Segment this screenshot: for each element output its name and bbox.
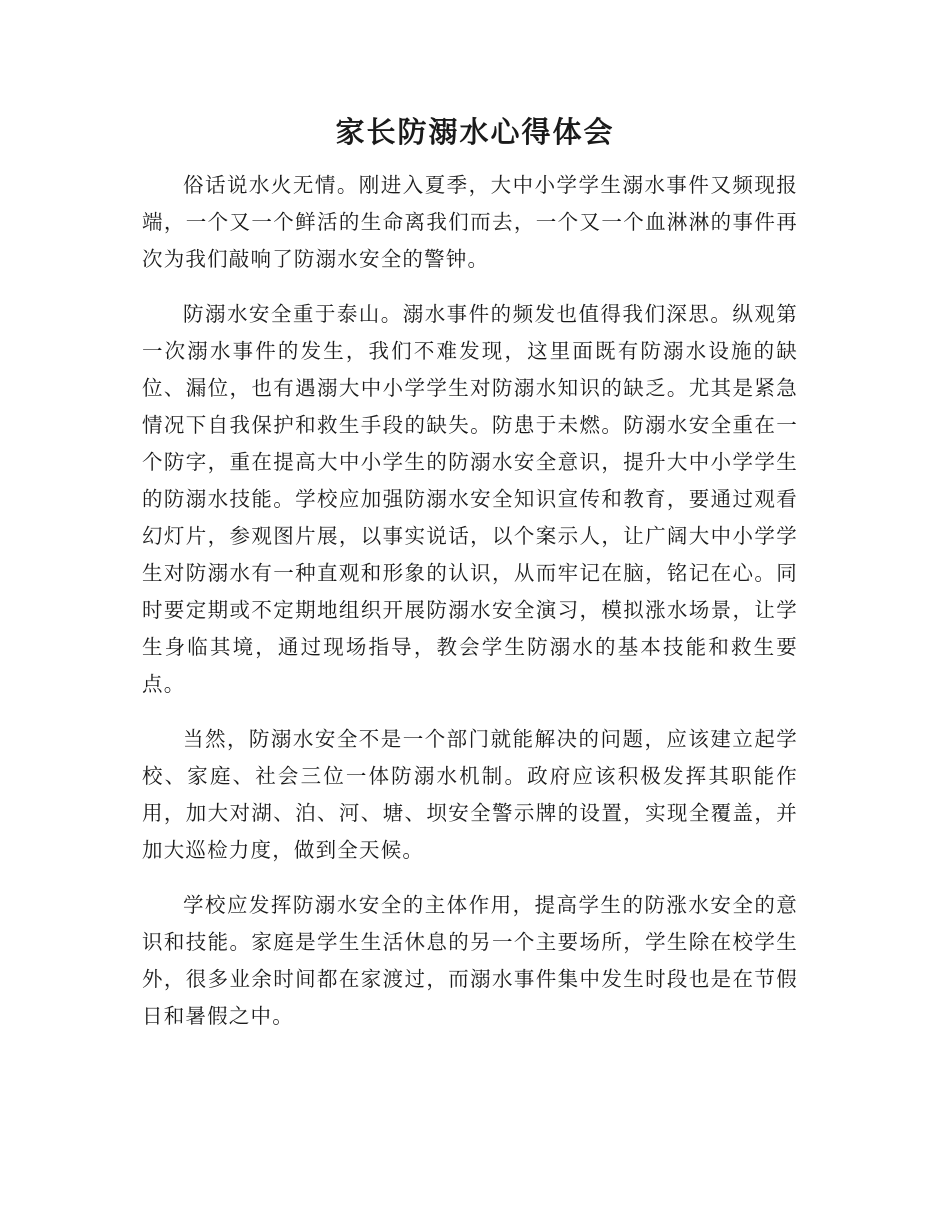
paragraph-2: 防溺水安全重于泰山。溺水事件的频发也值得我们深思。纵观第一次溺水事件的发生，我们不难发现，这里面既有防溺水设施的缺位、漏位，也有遇溺大中小学学生对防溺水知识的缺乏。尤其是紧急情况下自我保护和救生手段的缺失。防患于未燃。防溺水安全重在一个防字，重在提高大中小学生的防溺水安全意识，提升大中小学学生的防溺水技能。学校应加强防溺水安全知识宣传和教育，要通过观看幻灯片，参观图片展，以事实说话，以个案示人，让广阔大中小学学生对防溺水有一种直观和形象的认识，从而牢记在脑，铭记在心。同时要定期或不定期地组织开展防溺水安全演习，模拟涨水场景，让学生身临其境，通过现场指导，教会学生防溺水的基本技能和救生要点。 [142, 302, 798, 696]
document-body [142, 167, 798, 1053]
paragraph-1: 俗话说水火无情。刚进入夏季，大中小学学生溺水事件又频现报端，一个又一个鲜活的生命离我们而去，一个又一个血淋淋的事件再次为我们敲响了防溺水安全的警钟。 [142, 173, 798, 271]
paragraph-3: 当然，防溺水安全不是一个部门就能解决的问题，应该建立起学校、家庭、社会三位一体防溺水机制。政府应该积极发挥其职能作用，加大对湖、泊、河、塘、坝安全警示牌的设置，实现全覆盖，并加大巡检力度，做到全天候。 [142, 727, 798, 862]
document-title: 家长防溺水心得体会 [335, 115, 615, 149]
paragraph-4: 学校应发挥防溺水安全的主体作用，提高学生的防涨水安全的意识和技能。家庭是学生生活休息的另一个主要场所，学生除在校学生外，很多业余时间都在家渡过，而溺水事件集中发生时段也是在节假日和暑假之中。 [142, 893, 798, 1028]
